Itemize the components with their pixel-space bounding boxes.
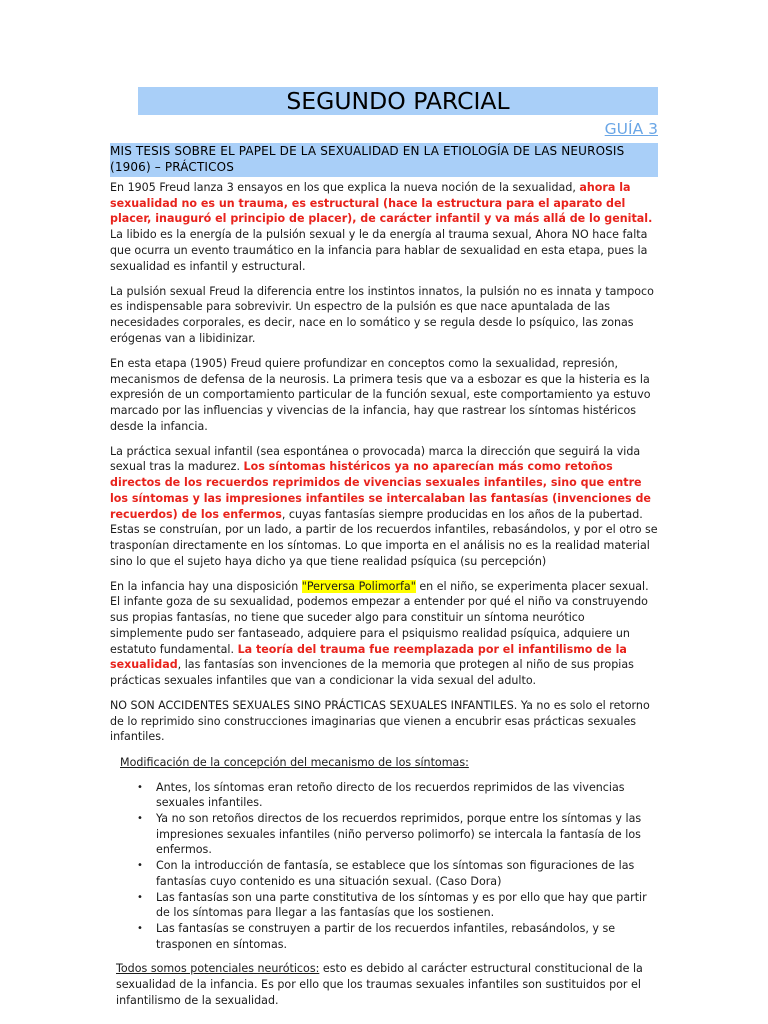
paragraph-5-highlight: La teoría del trauma fue reemplazada por el infantilismo de la sexualidad [110, 642, 627, 672]
document-body [110, 180, 658, 1018]
paragraph-4-highlight: Los síntomas histéricos ya no aparecían más como retoños directos de los recuerdos reprimidos de vivencias sexuales infantiles, sino que entre los síntomas y las impresiones infantiles se intercalaban las fantasías (invenciones de recuerdos) de los enfermos [110, 460, 651, 521]
paragraph-5 [110, 579, 658, 689]
page-title: SEGUNDO PARCIAL [138, 87, 658, 115]
bullet-icon: • [137, 860, 143, 872]
bullet-icon: • [137, 922, 143, 934]
bullet-list [110, 780, 658, 953]
paragraph-1-highlight: ahora la sexualidad no es un trauma, es estructural (hace la estructura para el aparato del placer, inauguró el principio de placer), de carácter infantil y va más allá de lo genital. [110, 181, 653, 226]
paragraph-6: NO SON ACCIDENTES SEXUALES SINO PRÁCTICAS SEXUALES INFANTILES. Ya no es solo el retorno de lo reprimido sino construcciones imaginarias que vienen a encubrir esas prácticas sexuales infantiles. [110, 699, 650, 744]
perversa-polimorfa-highlight: "Perversa Polimorfa" [301, 579, 416, 593]
bullet-icon: • [137, 891, 143, 903]
paragraph-1-text-c: La libido es la energía de la pulsión sexual y le da energía al trauma sexual, Ahora NO hace falta que ocurra un evento traumático en la infancia para hablar de sexualidad en esta etapa, pues la sexualidad es infantil y estructural. [110, 228, 648, 273]
list-item-text: Con la introducción de fantasía, se establece que los síntomas son figuraciones de las fantasías cuyo contenido es una situación sexual. (Caso Dora) [156, 859, 635, 888]
paragraph-7-lead: Todos somos potenciales neuróticos: [116, 962, 320, 976]
list-item [137, 890, 658, 921]
paragraph-1 [110, 180, 658, 274]
list-item-text: Las fantasías son una parte constitutiva de los síntomas y es por ello que hay que partir de los síntomas para llegar a las fantasías que los sostienen. [156, 890, 647, 920]
bullet-icon: • [137, 781, 143, 793]
paragraph-4-text-c: , cuyas fantasías siempre producidas en los años de la pubertad. Estas se construían, por un lado, a partir de los recuerdos infantiles, rebasándolos, y por el otro se trasponían directamente en los síntomas. Lo que importa en el análisis no es la realidad material sino lo que el sujeto haya dicho ya que tiene realidad psíquica (su percepción) [110, 507, 658, 568]
section-title: MIS TESIS SOBRE EL PAPEL DE LA SEXUALIDAD EN LA ETIOLOGÍA DE LAS NEUROSIS (1906) – PRÁCTICOS [110, 143, 658, 177]
paragraph-4-text-a: La práctica sexual infantil (sea espontánea o provocada) marca la dirección que seguirá la vida sexual tras la madurez. [110, 444, 641, 474]
paragraph-4 [110, 444, 658, 570]
list-item-text: Ya no son retoños directos de los recuerdos reprimidos, porque entre los síntomas y las impresiones sexuales infantiles (niño perverso polimorfo) se intercala la fantasía de los enfermos. [156, 812, 642, 857]
list-item [137, 921, 658, 952]
list-item [137, 780, 658, 811]
list-item [137, 858, 658, 889]
list-item-text: Antes, los síntomas eran retoño directo de los recuerdos reprimidos de las vivencias sexuales infantiles. [156, 780, 625, 810]
paragraph-5-text-e: , las fantasías son invenciones de la memoria que protegen al niño de sus propias prácticas sexuales infantiles que van a condicionar la vida sexual del adulto. [110, 658, 634, 687]
paragraph-7 [116, 961, 658, 1008]
guide-link[interactable]: GUÍA 3 [604, 120, 658, 138]
paragraph-3: En esta etapa (1905) Freud quiere profundizar en conceptos como la sexualidad, represión, mecanismos de defensa de la neurosis. La primera tesis que va a esbozar es que la histeria es la expresión de un comportamiento particular de la función sexual, este comportamiento ya estuvo marcado por las influencias y vivencias de la infancia, hay que rastrear los síntomas histéricos desde la infancia. [110, 356, 651, 433]
paragraph-1-text-a: En 1905 Freud lanza 3 ensayos en los que explica la nueva noción de la sexualidad, [110, 181, 580, 194]
paragraph-5-text-a: En la infancia hay una disposición [110, 579, 302, 593]
section-heading: Modificación de la concepción del mecanismo de los síntomas: [120, 755, 469, 769]
bullet-icon: • [137, 813, 143, 825]
paragraph-5-text-c: en el niño, se experimenta placer sexual. El infante goza de su sexualidad, podemos empezar a entender por qué el niño va construyendo sus propias fantasías, no tiene que suceder algo para constituir un síntoma neurótico simplemente pudo ser fantaseado, adquiere para el psiquismo realidad psíquica, adquiere un estatuto fundamental. [110, 579, 649, 656]
paragraph-7-text: esto es debido al carácter estructural constitucional de la sexualidad de la infancia. Es por ello que los traumas sexuales infantiles son sustituidos por el infantilismo de la sexualidad. [116, 962, 643, 1007]
list-item [137, 811, 658, 858]
paragraph-2: La pulsión sexual Freud la diferencia entre los instintos innatos, la pulsión no es innata y tampoco es indispensable para sobrevivir. Un espectro de la pulsión es que nace apuntalada de las necesidades corporales, es decir, nace en lo somático y se regula desde lo psíquico, las zonas erógenas van a libidinizar. [110, 284, 654, 345]
list-item-text: Las fantasías se construyen a partir de los recuerdos infantiles, rebasándolos, y se trasponen en síntomas. [156, 921, 616, 951]
